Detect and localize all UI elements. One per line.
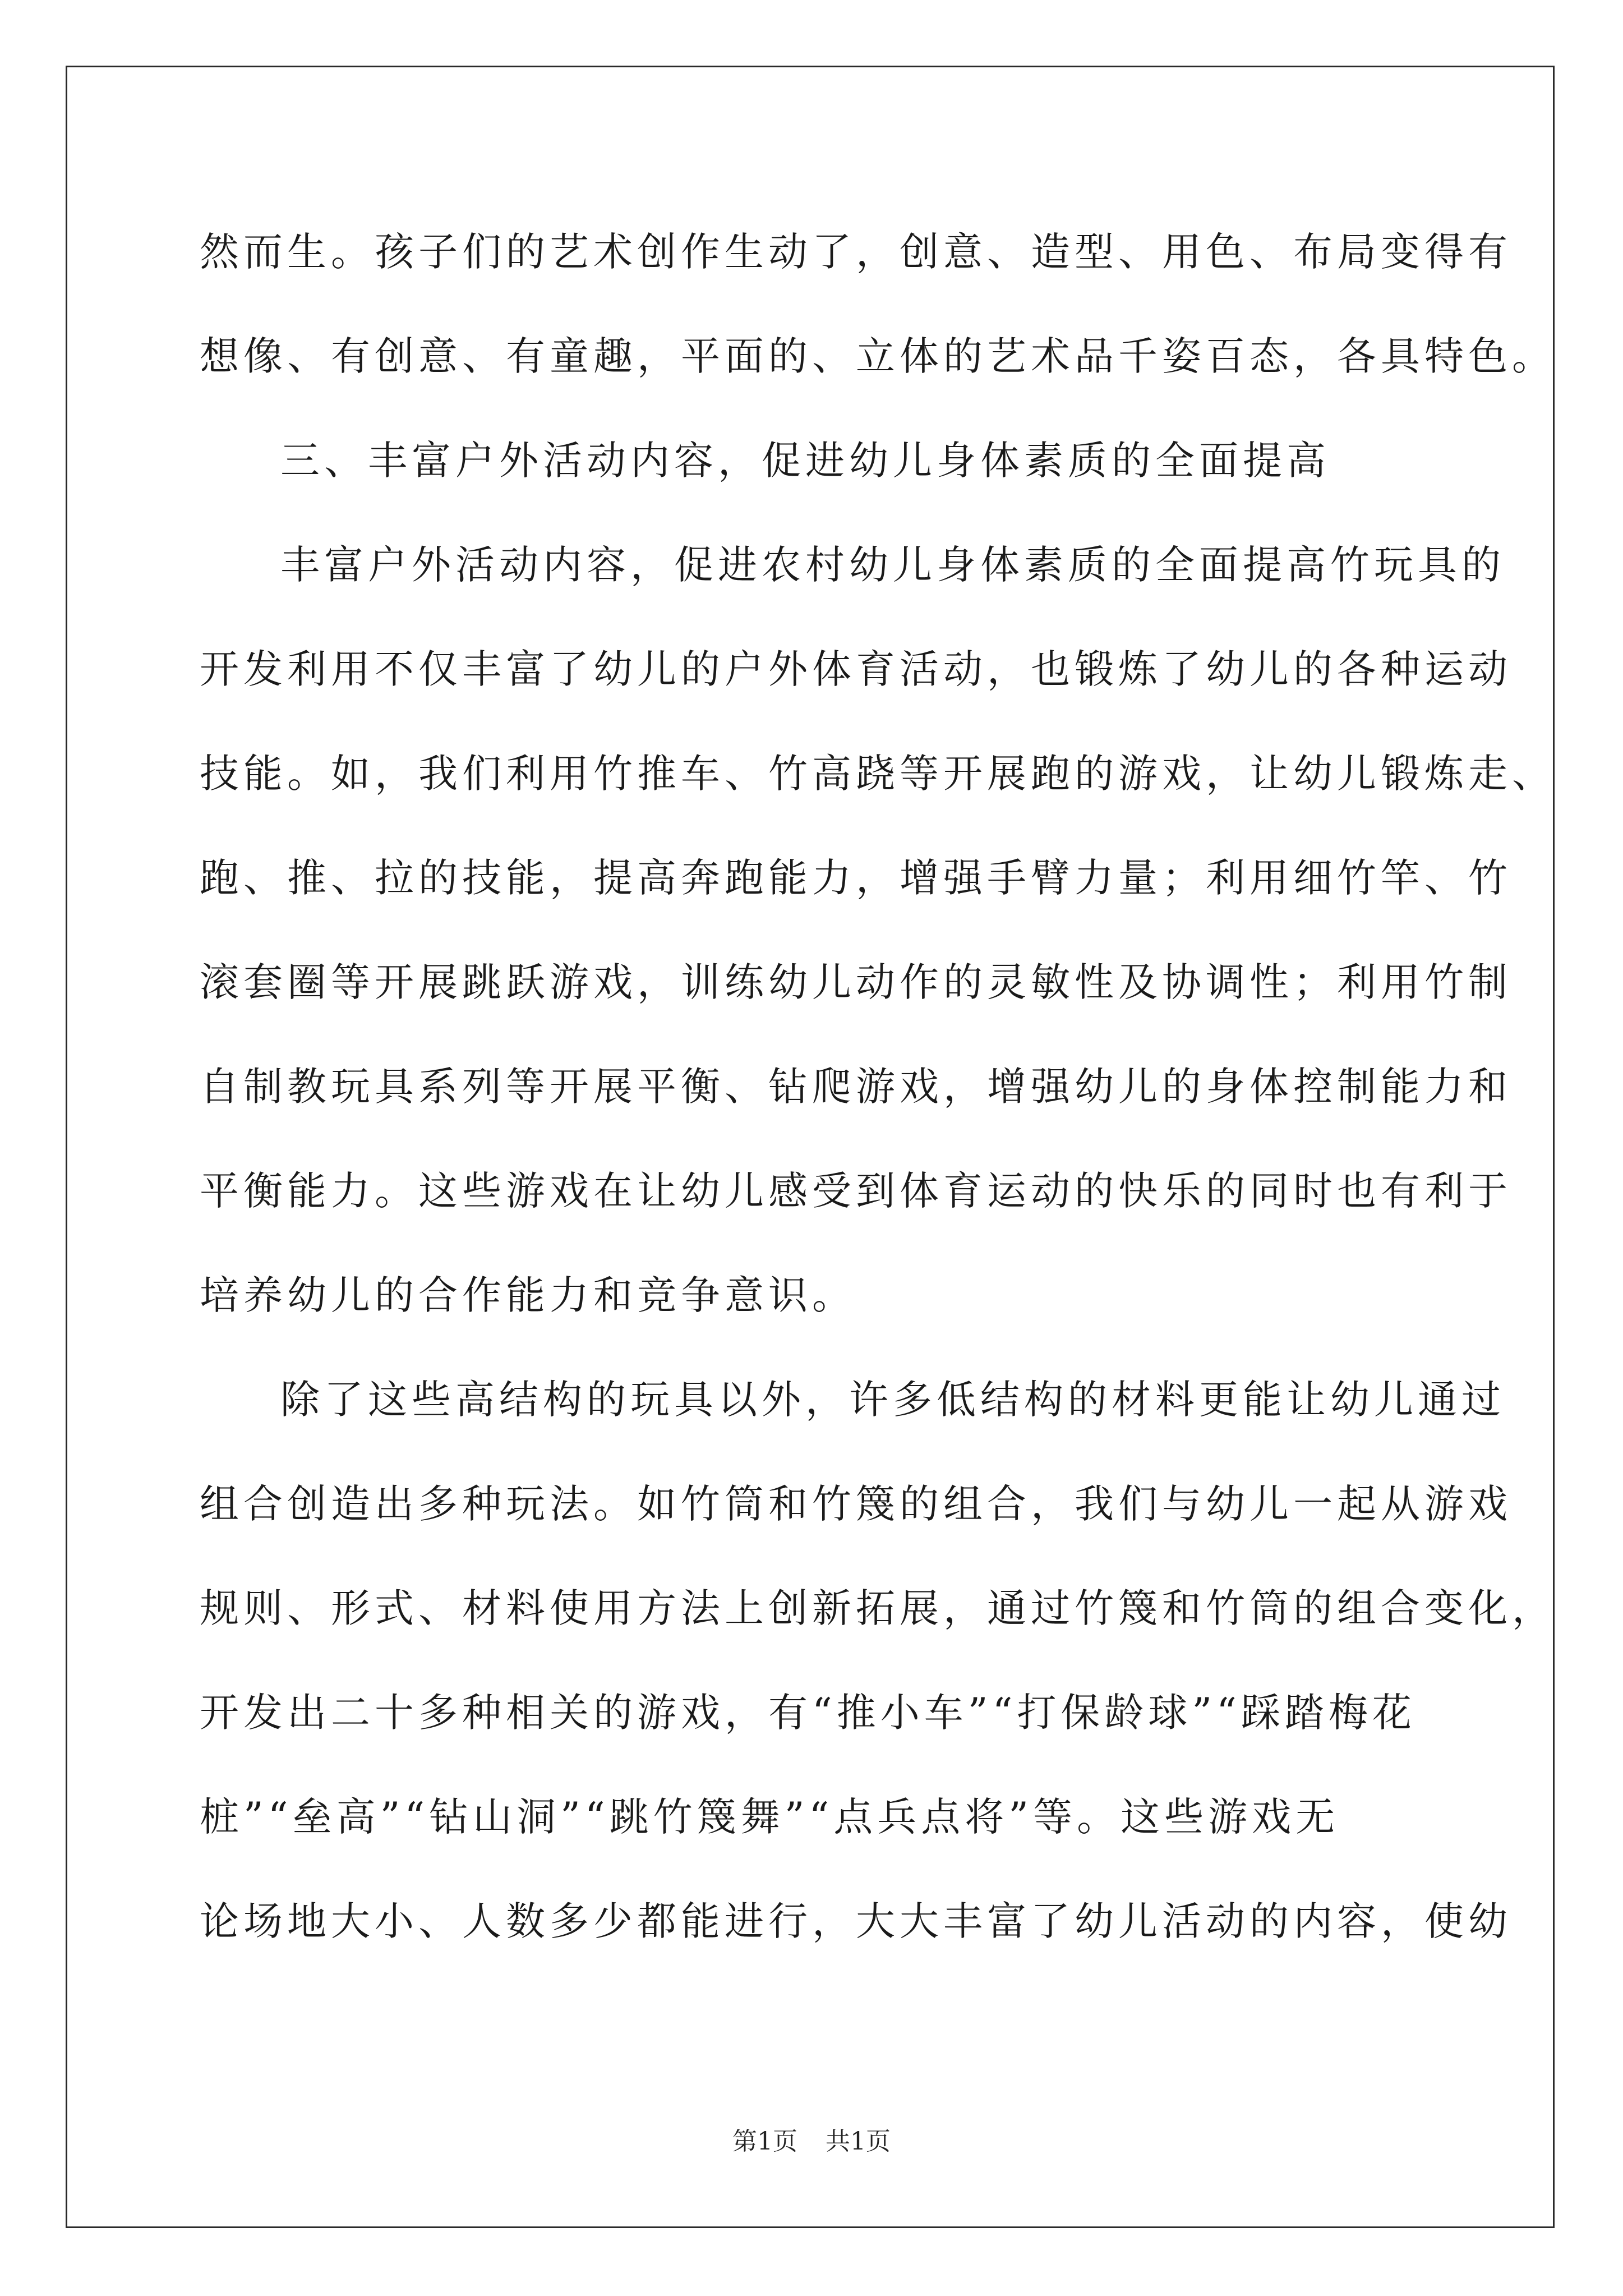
text-line: 桩”“垒高”“钻山洞”“跳竹篾舞”“点兵点将”等。这些游戏无 [200,1794,1340,1840]
text-line: 规则、形式、材料使用方法上创新拓展，通过竹篾和竹筒的组合变化， [200,1585,1556,1631]
page-footer [0,2129,1623,2154]
text-line: 丰富户外活动内容，促进农村幼儿身体素质的全面提高竹玩具的 [280,542,1505,588]
text-line: 想像、有创意、有童趣，平面的、立体的艺术品千姿百态，各具特色。 [200,333,1556,379]
section-heading: 三、丰富户外活动内容，促进幼儿身体素质的全面提高 [280,438,1330,484]
text-line: 组合创造出多种玩法。如竹筒和竹篾的组合，我们与幼儿一起从游戏 [200,1481,1512,1527]
text-line: 平衡能力。这些游戏在让幼儿感受到体育运动的快乐的同时也有利于 [200,1168,1512,1214]
text-line: 论场地大小、人数多少都能进行，大大丰富了幼儿活动的内容，使幼 [200,1898,1512,1944]
text-line: 开发利用不仅丰富了幼儿的户外体育活动，也锻炼了幼儿的各种运动 [200,646,1512,692]
text-line: 培养幼儿的合作能力和竞争意识。 [200,1272,856,1318]
text-line: 除了这些高结构的玩具以外，许多低结构的材料更能让幼儿通过 [280,1377,1505,1423]
text-line: 自制教玩具系列等开展平衡、钻爬游戏，增强幼儿的身体控制能力和 [200,1064,1512,1110]
text-line: 技能。如，我们利用竹推车、竹高跷等开展跑的游戏，让幼儿锻炼走、 [200,751,1556,797]
text-line: 然而生。孩子们的艺术创作生动了，创意、造型、用色、布局变得有 [200,229,1512,275]
text-line: 滚套圈等开展跳跃游戏，训练幼儿动作的灵敏性及协调性；利用竹制 [200,959,1512,1005]
text-line: 开发出二十多种相关的游戏，有“推小车”“打保龄球”“踩踏梅花 [200,1690,1416,1736]
page-number: 第1页 [732,2127,797,2156]
text-line: 跑、推、拉的技能，提高奔跑能力，增强手臂力量；利用细竹竿、竹 [200,855,1512,901]
total-pages: 共1页 [826,2127,891,2156]
